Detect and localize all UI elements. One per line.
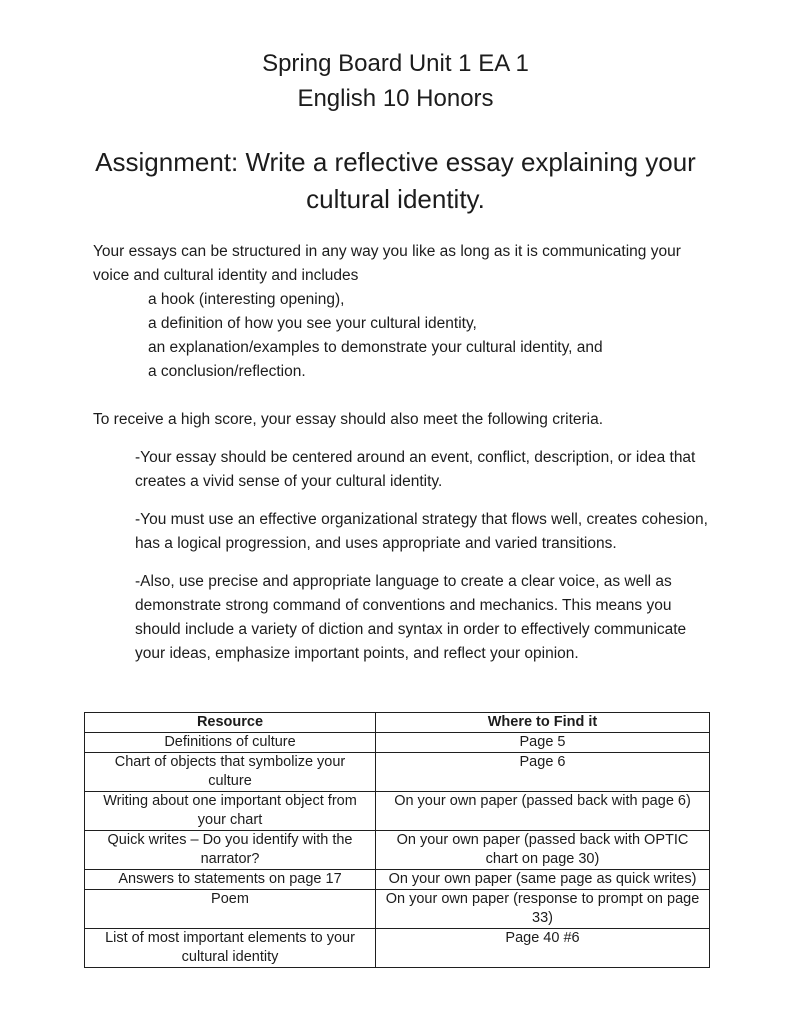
table-cell-resource: Writing about one important object from your chart	[85, 792, 376, 831]
table-cell-resource: Poem	[85, 890, 376, 929]
page-subtitle: English 10 Honors	[297, 85, 494, 112]
table-cell-where: Page 6	[376, 753, 710, 792]
list-item: a definition of how you see your cultural identity,	[148, 315, 477, 332]
table-cell-resource: Definitions of culture	[85, 733, 376, 753]
table-cell-resource: Answers to statements on page 17	[85, 870, 376, 890]
list-item: a hook (interesting opening),	[148, 291, 345, 308]
criteria-paragraph: -Your essay should be centered around an event, conflict, description, or idea that creates a vivid sense of your cultural identity.	[135, 449, 696, 490]
criteria-intro-paragraph: To receive a high score, your essay should also meet the following criteria.	[93, 411, 604, 428]
table-row	[85, 733, 710, 753]
table-cell-where: On your own paper (same page as quick writes)	[376, 870, 710, 890]
table-cell-resource: Chart of objects that symbolize your culture	[85, 753, 376, 792]
table-header-where: Where to Find it	[376, 713, 710, 733]
table-cell-where: On your own paper (response to prompt on page 33)	[376, 890, 710, 929]
list-item: a conclusion/reflection.	[148, 363, 306, 380]
resource-table	[84, 712, 710, 968]
assignment-heading: Assignment: Write a reflective essay explaining your cultural identity.	[95, 147, 696, 214]
criteria-paragraph: -You must use an effective organizational strategy that flows well, creates cohesion, has a logical progression, and uses appropriate and varied transitions.	[135, 511, 708, 552]
table-cell-where: On your own paper (passed back with page 6)	[376, 792, 710, 831]
table-row	[85, 929, 710, 968]
table-row	[85, 890, 710, 929]
table-row	[85, 870, 710, 890]
table-header-resource: Resource	[85, 713, 376, 733]
table-row	[85, 831, 710, 870]
criteria-paragraph: -Also, use precise and appropriate language to create a clear voice, as well as demonstrate strong command of conventions and mechanics. This means you should include a variety of diction and syntax in order to effectively communicate your ideas, emphasize important points, and reflect your opinion.	[135, 573, 687, 662]
table-row	[85, 792, 710, 831]
intro-paragraph: Your essays can be structured in any way you like as long as it is communicating your voice and cultural identity and includes	[93, 243, 681, 284]
essay-parts-list	[93, 288, 711, 384]
page-title: Spring Board Unit 1 EA 1	[262, 50, 529, 77]
document-title-block	[0, 46, 791, 116]
table-row	[85, 753, 710, 792]
table-header-row	[85, 713, 710, 733]
table-cell-where: Page 5	[376, 733, 710, 753]
table-cell-where: Page 40 #6	[376, 929, 710, 968]
table-cell-where: On your own paper (passed back with OPTIC chart on page 30)	[376, 831, 710, 870]
body-text-column	[93, 240, 711, 666]
table-cell-resource: Quick writes – Do you identify with the narrator?	[85, 831, 376, 870]
list-item: an explanation/examples to demonstrate your cultural identity, and	[148, 339, 603, 356]
table-cell-resource: List of most important elements to your cultural identity	[85, 929, 376, 968]
